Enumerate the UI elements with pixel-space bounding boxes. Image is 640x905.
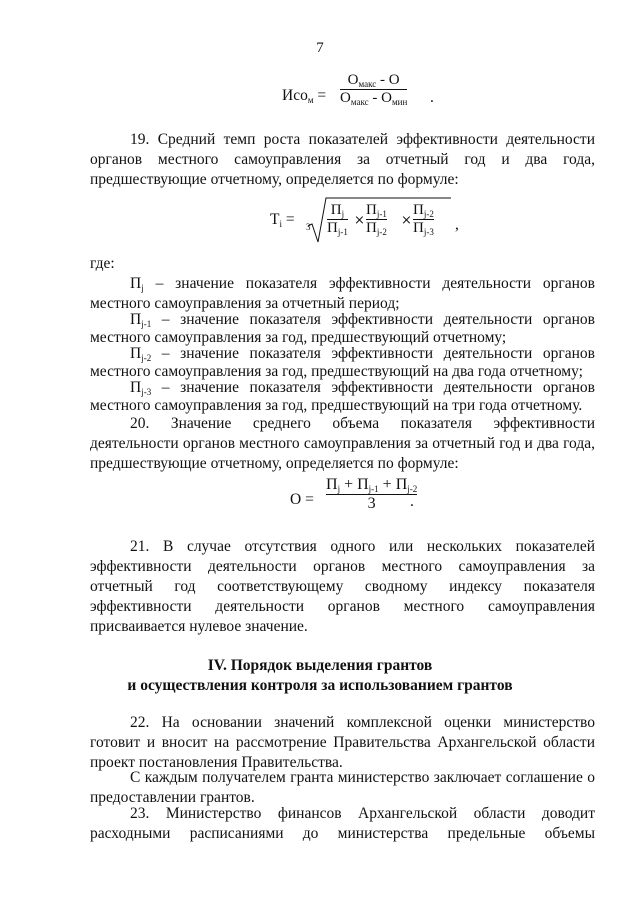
paragraph-21: 21. В случае отсутствия одного или нескольких показателей эффективности деятельности органов местного самоуправления за отчетный год соответствующему сводному индексу показателя эффективности деятельности органов местного самоуправления присваивается нулевое значение.: [90, 538, 595, 635]
paragraph-22-contract: С каждым получателем гранта министерство заключает соглашение о предоставлении грантов.: [90, 769, 595, 806]
formula-iso-den-b-sub: мин: [391, 97, 408, 107]
formula-o-n2-sub: j-1: [368, 484, 379, 494]
plus-sign: +: [382, 476, 392, 493]
root-index: 3: [306, 222, 311, 232]
formula-iso-lhs: Исо: [282, 87, 308, 104]
formula-t-tail: ,: [455, 216, 459, 233]
def-symbol-sub: j-3: [141, 387, 152, 397]
formula-iso-eq: =: [317, 87, 327, 104]
def-symbol-sub: j-1: [141, 319, 152, 329]
formula-t-lhs-sub: i: [279, 219, 282, 229]
formula-iso-tail: .: [430, 89, 434, 106]
paragraph-20: 20. Значение среднего объема показателя эффективности деятельности органов местного самоуправления за отчетный год и два года, предшествующие отчетному, определяется по формуле:: [90, 415, 595, 472]
def-symbol: П: [130, 345, 142, 362]
formula-o-n3: П: [395, 476, 408, 493]
def-text: – значение показателя эффективности деятельности органов: [161, 379, 595, 396]
formula-t-f3-den-sub: j-3: [423, 227, 434, 237]
formula-t-f3-num: П: [413, 202, 424, 218]
def-text: – значение показателя эффективности деятельности органов: [161, 345, 595, 362]
formula-t-eq: =: [285, 211, 295, 228]
def-symbol: П: [130, 311, 142, 328]
paragraph-19: 19. Средний темп роста показателей эффективности деятельности органов местного самоуправления за отчетный год и два года, предшествующие отчетному, определяется по формуле:: [90, 131, 595, 188]
paragraph-23: 23. Министерство финансов Архангельской области доводит расходными расписаниями до министерства предельные объемы: [90, 805, 595, 842]
formula-t-f2-den-sub: j-2: [376, 227, 387, 237]
formula-iso-den-op: - О: [372, 90, 392, 106]
formula-iso-num-a-sub: макс: [358, 79, 377, 89]
formula-iso-den-a: О: [340, 90, 351, 106]
paragraph-22: 22. На основании значений комплексной оценки министерство готовит и вносит на рассмотрение Правительства Архангельской области проект постановления Правительства.: [90, 714, 595, 771]
formula-o-eq: =: [305, 491, 314, 508]
formula-iso-num-op: - О: [380, 72, 400, 88]
definition-continuation: местного самоуправления за год, предшествующий на три года отчетному.: [90, 397, 583, 414]
formula-t-f1-den: П: [327, 220, 338, 236]
def-text: – значение показателя эффективности деятельности органов: [155, 275, 596, 292]
page-number: 7: [316, 40, 324, 56]
formula-o-n1-sub: j: [337, 484, 341, 494]
formula-iso-lhs-sub: м: [307, 95, 314, 105]
formula-iso-num-a: О: [347, 72, 359, 88]
section-heading-line-2: и осуществления контроля за использованием грантов: [127, 677, 513, 694]
def-symbol: П: [130, 275, 142, 292]
formula-o-n2: П: [357, 476, 369, 493]
formula-t-f2-num-sub: j-1: [376, 209, 387, 219]
formula-o-n1: П: [326, 476, 338, 493]
formula-t-f3-num-sub: j-2: [423, 209, 434, 219]
definition-continuation: местного самоуправления за год, предшествующий отчетному;: [90, 329, 507, 346]
formula-t-f1-den-sub: j-1: [337, 227, 348, 237]
formula-t-f2-den: П: [366, 220, 377, 236]
def-symbol-sub: j: [141, 283, 144, 293]
formula-iso-den-a-sub: макс: [350, 97, 369, 107]
def-symbol-sub: j-2: [141, 353, 152, 363]
where-label: где:: [90, 255, 115, 272]
times-sign: ×: [401, 213, 412, 228]
def-symbol: П: [130, 379, 142, 396]
section-heading-line-1: IV. Порядок выделения грантов: [207, 657, 433, 674]
def-text: – значение показателя эффективности деятельности органов: [161, 311, 595, 328]
formula-o-den: 3: [367, 495, 376, 512]
formula-o-lhs: О: [290, 491, 302, 508]
definition-continuation: местного самоуправления за отчетный период;: [90, 295, 400, 312]
formula-o-tail: .: [410, 493, 414, 510]
plus-sign: +: [344, 476, 354, 493]
formula-t-f1-num: П: [330, 202, 342, 218]
definition-continuation: местного самоуправления за год, предшествующий на два года отчетному;: [90, 363, 583, 380]
formula-t-f2-num: П: [366, 202, 377, 218]
formula-t-f1-num-sub: j: [341, 209, 345, 219]
formula-o-n3-sub: j-2: [407, 484, 418, 494]
times-sign: ×: [354, 213, 365, 228]
formula-t-lhs: Т: [270, 211, 280, 228]
formula-t-f3-den: П: [413, 220, 424, 236]
